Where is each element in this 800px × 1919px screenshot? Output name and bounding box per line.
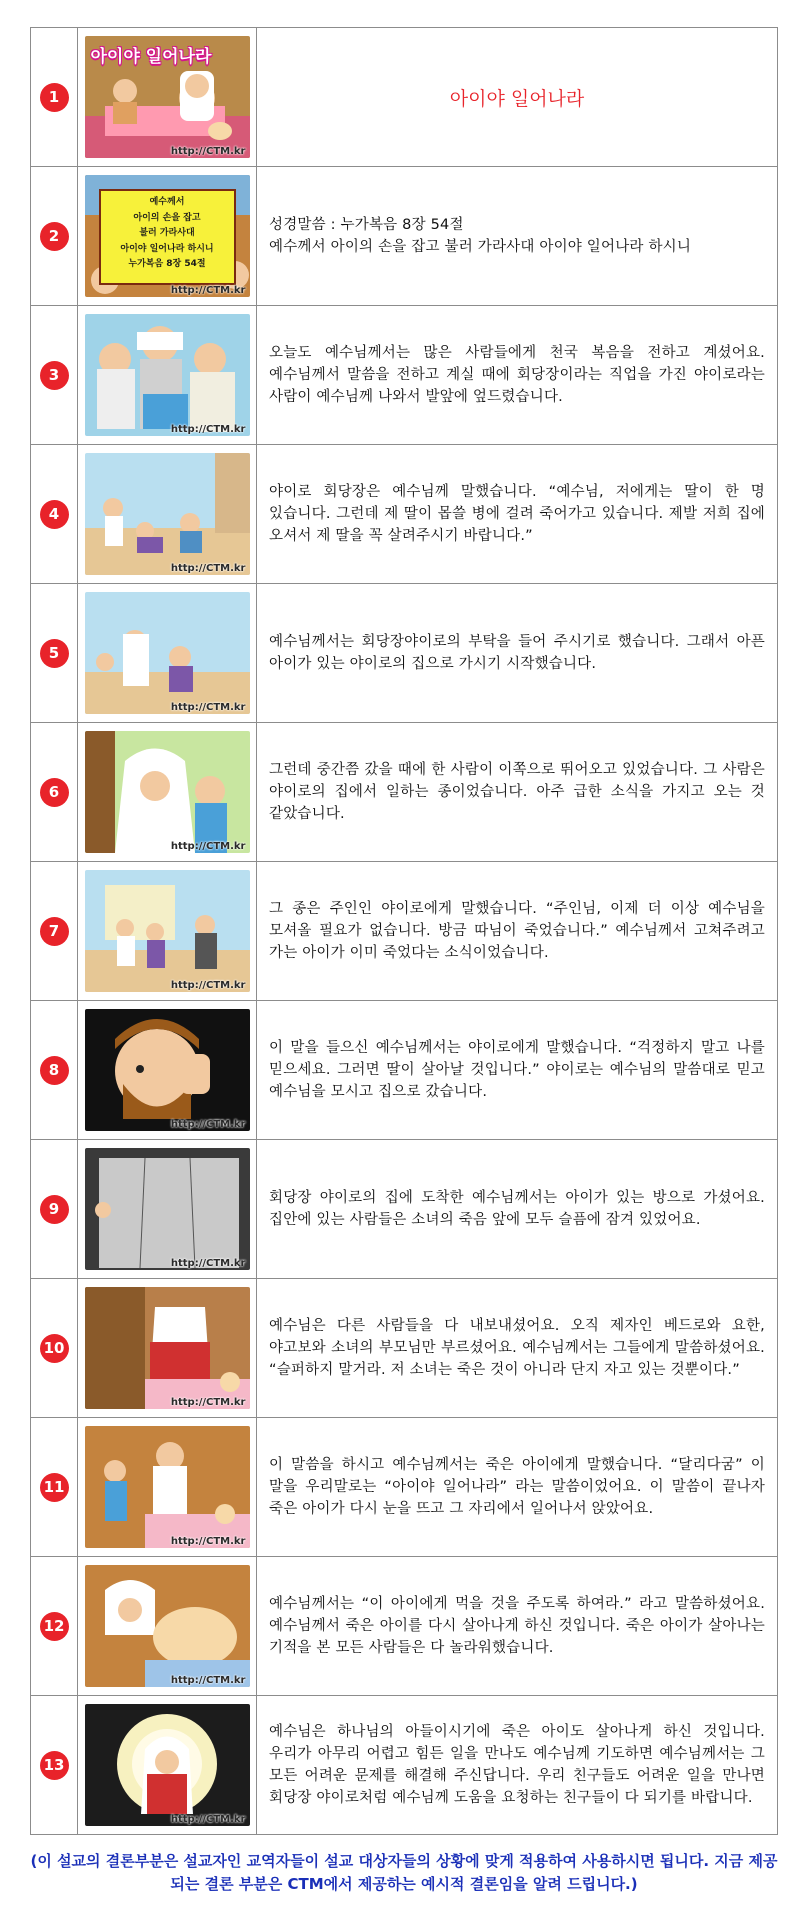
- narration-cell: [257, 167, 778, 306]
- narration-text: 회당장 야이로의 집에 도착한 예수님께서는 아이가 있는 방으로 가셨어요. 집안에 있는 사람들은 소녀의 죽음 앞에 모두 슬픔에 잠겨 있었어요.: [269, 1190, 765, 1228]
- scene-illustration: [85, 314, 250, 436]
- ctm-watermark: http://CTM.kr: [170, 285, 246, 296]
- narration-cell: [257, 445, 778, 584]
- story-row: [31, 1418, 778, 1557]
- ctm-watermark: http://CTM.kr: [170, 563, 246, 574]
- illustration-cell: [78, 1557, 257, 1696]
- story-row: [31, 723, 778, 862]
- row-number-badge: 10: [40, 1334, 69, 1363]
- ctm-watermark: http://CTM.kr: [170, 1814, 246, 1825]
- illustration-cell: [78, 28, 257, 167]
- narration-cell: [257, 1279, 778, 1418]
- ctm-watermark: http://CTM.kr: [170, 1397, 246, 1408]
- illustration-cell: [78, 1418, 257, 1557]
- narration-cell: [257, 723, 778, 862]
- ctm-watermark: http://CTM.kr: [170, 146, 246, 157]
- story-row: [31, 1279, 778, 1418]
- scene-illustration: [85, 870, 250, 992]
- row-number-cell: [31, 723, 78, 862]
- ctm-watermark: http://CTM.kr: [170, 424, 246, 435]
- row-number-cell: [31, 1557, 78, 1696]
- conclusion-note: (이 설교의 결론부분은 설교자인 교역자들이 설교 대상자들의 상황에 맞게 적용하여 사용하시면 됩니다. 지금 제공되는 결론 부분은 CTM에서 제공하는 예시적 결론임을 알려 드립니다.): [30, 1852, 778, 1893]
- row-number-badge: 13: [40, 1751, 69, 1780]
- row-number-cell: [31, 445, 78, 584]
- scene-illustration: [85, 1704, 250, 1826]
- illustration-cell: [78, 1279, 257, 1418]
- scene-illustration: [85, 1565, 250, 1687]
- row-number-cell: [31, 862, 78, 1001]
- story-row: [31, 1001, 778, 1140]
- scene-illustration: [85, 731, 250, 853]
- verse-card: [99, 189, 236, 285]
- narration-text: 예수님은 다른 사람들을 다 내보내셨어요. 오직 제자인 베드로와 요한, 야고보와 소녀의 부모님만 부르셨어요. 예수님께서는 그들에게 말씀하셨어요. “슬퍼하지 말거라. 저 소녀는 죽은 것이 아니라 단지 자고 있는 것뿐이다.”: [269, 1318, 765, 1378]
- scene-illustration: [85, 453, 250, 575]
- story-row: [31, 862, 778, 1001]
- story-row: [31, 1557, 778, 1696]
- ctm-watermark: http://CTM.kr: [170, 980, 246, 991]
- narration-cell: [257, 862, 778, 1001]
- narration-cell: [257, 28, 778, 167]
- illustration-cell: [78, 306, 257, 445]
- ctm-watermark: http://CTM.kr: [170, 1536, 246, 1547]
- scene-illustration: [85, 36, 250, 158]
- verse-line: 불러 가라사대: [139, 228, 195, 238]
- ctm-watermark: http://CTM.kr: [170, 1675, 246, 1686]
- row-number-cell: [31, 1418, 78, 1557]
- row-number-badge: 9: [40, 1195, 69, 1224]
- row-number-badge: 4: [40, 500, 69, 529]
- illustration-cell: [78, 1696, 257, 1835]
- story-row: [31, 1140, 778, 1279]
- row-number-badge: 11: [40, 1473, 69, 1502]
- row-number-cell: [31, 306, 78, 445]
- scene-illustration: [85, 1148, 250, 1270]
- row-number-cell: [31, 584, 78, 723]
- illustration-cell: [78, 1140, 257, 1279]
- narration-text: 오늘도 예수님께서는 많은 사람들에게 천국 복음을 전하고 계셨어요. 예수님께서 말씀을 전하고 계실 때에 회당장이라는 직업을 가진 야이로라는 사람이 예수님께 나와서 발앞에 엎드렸습니다.: [269, 345, 765, 405]
- row-number-cell: [31, 1279, 78, 1418]
- scene-illustration: [85, 592, 250, 714]
- story-row: [31, 584, 778, 723]
- row-number-badge: 1: [40, 83, 69, 112]
- row-number-badge: 8: [40, 1056, 69, 1085]
- story-row: [31, 28, 778, 167]
- row-number-cell: [31, 1140, 78, 1279]
- narration-text: 예수님께서는 회당장야이로의 부탁을 들어 주시기로 했습니다. 그래서 아픈 아이가 있는 야이로의 집으로 가시기 시작했습니다.: [269, 634, 765, 672]
- illustration-cell: [78, 1001, 257, 1140]
- row-number-badge: 7: [40, 917, 69, 946]
- illustration-cell: [78, 862, 257, 1001]
- ctm-watermark: http://CTM.kr: [170, 1119, 246, 1130]
- narration-cell: [257, 1140, 778, 1279]
- narration-cell: [257, 1001, 778, 1140]
- scene-illustration: [85, 1287, 250, 1409]
- row-number-badge: 2: [40, 222, 69, 251]
- narration-text: 야이로 회당장은 예수님께 말했습니다. “예수님, 저에게는 딸이 한 명 있습니다. 그런데 제 딸이 몹쓸 병에 걸려 죽어가고 있습니다. 제발 저희 집에 오셔서 제 딸을 꼭 살려주시기 바랍니다.”: [269, 484, 765, 544]
- narration-text: 이 말씀을 하시고 예수님께서는 죽은 아이에게 말했습니다. “달리다굼” 이 말을 우리말로는 “아이야 일어나라” 라는 말씀이었어요. 이 말씀이 끝나자 죽은 아이가 다시 눈을 뜨고 그 자리에서 일어나서 앉았어요.: [269, 1457, 765, 1517]
- illustration-cell: [78, 167, 257, 306]
- ctm-watermark: http://CTM.kr: [170, 841, 246, 852]
- verse-line: 아이의 손을 잡고: [133, 212, 201, 223]
- narration-text: 예수님은 하나님의 아들이시기에 죽은 아이도 살아나게 하신 것입니다. 우리가 아무리 어렵고 힘든 일을 만나도 예수님께 기도하면 예수님께서는 그 모든 어려운 문제를 해결해 주신답니다. 우리 친구들도 어려운 일을 만나면 회당장 야이로처럼 예수님께 도움을 요청하는 친구들이 다 되기를 바랍니다.: [269, 1724, 765, 1806]
- row-number-cell: [31, 1001, 78, 1140]
- narration-cell: [257, 1696, 778, 1835]
- narration-cell: [257, 306, 778, 445]
- row-number-badge: 5: [40, 639, 69, 668]
- illustration-cell: [78, 723, 257, 862]
- row-number-cell: [31, 1696, 78, 1835]
- story-row: [31, 306, 778, 445]
- row-number-badge: 12: [40, 1612, 69, 1641]
- verse-line: 아이야 일어나라 하시니: [120, 243, 214, 254]
- scene-illustration: [85, 175, 250, 297]
- row-number-badge: 3: [40, 361, 69, 390]
- ctm-watermark: http://CTM.kr: [170, 702, 246, 713]
- narration-text: 예수님께서는 “이 아이에게 먹을 것을 주도록 하여라.” 라고 말씀하셨어요. 예수님께서 죽은 아이를 다시 살아나게 하신 것입니다. 죽은 아이가 살아나는 기적을 본 모든 사람들은 다 놀라워했습니다.: [269, 1596, 765, 1656]
- illustration-title: 아이야 일어나라: [90, 47, 212, 67]
- row-number-badge: 6: [40, 778, 69, 807]
- narration-cell: [257, 584, 778, 723]
- illustration-cell: [78, 445, 257, 584]
- narration-text: 이 말을 들으신 예수님께서는 야이로에게 말했습니다. “걱정하지 말고 나를 믿으세요. 그러면 딸이 살아날 것입니다.” 야이로는 예수님의 말씀대로 믿고 예수님을 모시고 집으로 갔습니다.: [269, 1040, 765, 1100]
- story-table: [30, 27, 778, 1835]
- scene-illustration: [85, 1426, 250, 1548]
- row-number-cell: [31, 167, 78, 306]
- story-row: [31, 167, 778, 306]
- illustration-cell: [78, 584, 257, 723]
- narration-cell: [257, 1557, 778, 1696]
- row-number-cell: [31, 28, 78, 167]
- ctm-watermark: http://CTM.kr: [170, 1258, 246, 1269]
- story-row: [31, 1696, 778, 1835]
- narration-text: 그 종은 주인인 야이로에게 말했습니다. “주인님, 이제 더 이상 예수님을 모셔올 필요가 없습니다. 방금 따님이 죽었습니다.” 예수님께서 고쳐주려고 가는 아이가 이미 죽었다는 소식이었습니다.: [269, 901, 765, 961]
- narration-text: 그런데 중간쯤 갔을 때에 한 사람이 이쪽으로 뛰어오고 있었습니다. 그 사람은 야이로의 집에서 일하는 종이었습니다. 아주 급한 소식을 가지고 오는 것 같았습니다.: [269, 762, 765, 822]
- story-row: [31, 445, 778, 584]
- verse-line: 누가복음 8장 54절: [128, 259, 206, 269]
- narration-text: 성경말씀 : 누가복음 8장 54절 예수께서 아이의 손을 잡고 불러 가라사대 아이야 일어나라 하시니: [269, 217, 692, 255]
- narration-cell: [257, 1418, 778, 1557]
- lesson-title: 아이야 일어나라: [449, 87, 585, 110]
- scene-illustration: [85, 1009, 250, 1131]
- verse-line: 예수께서: [149, 197, 185, 207]
